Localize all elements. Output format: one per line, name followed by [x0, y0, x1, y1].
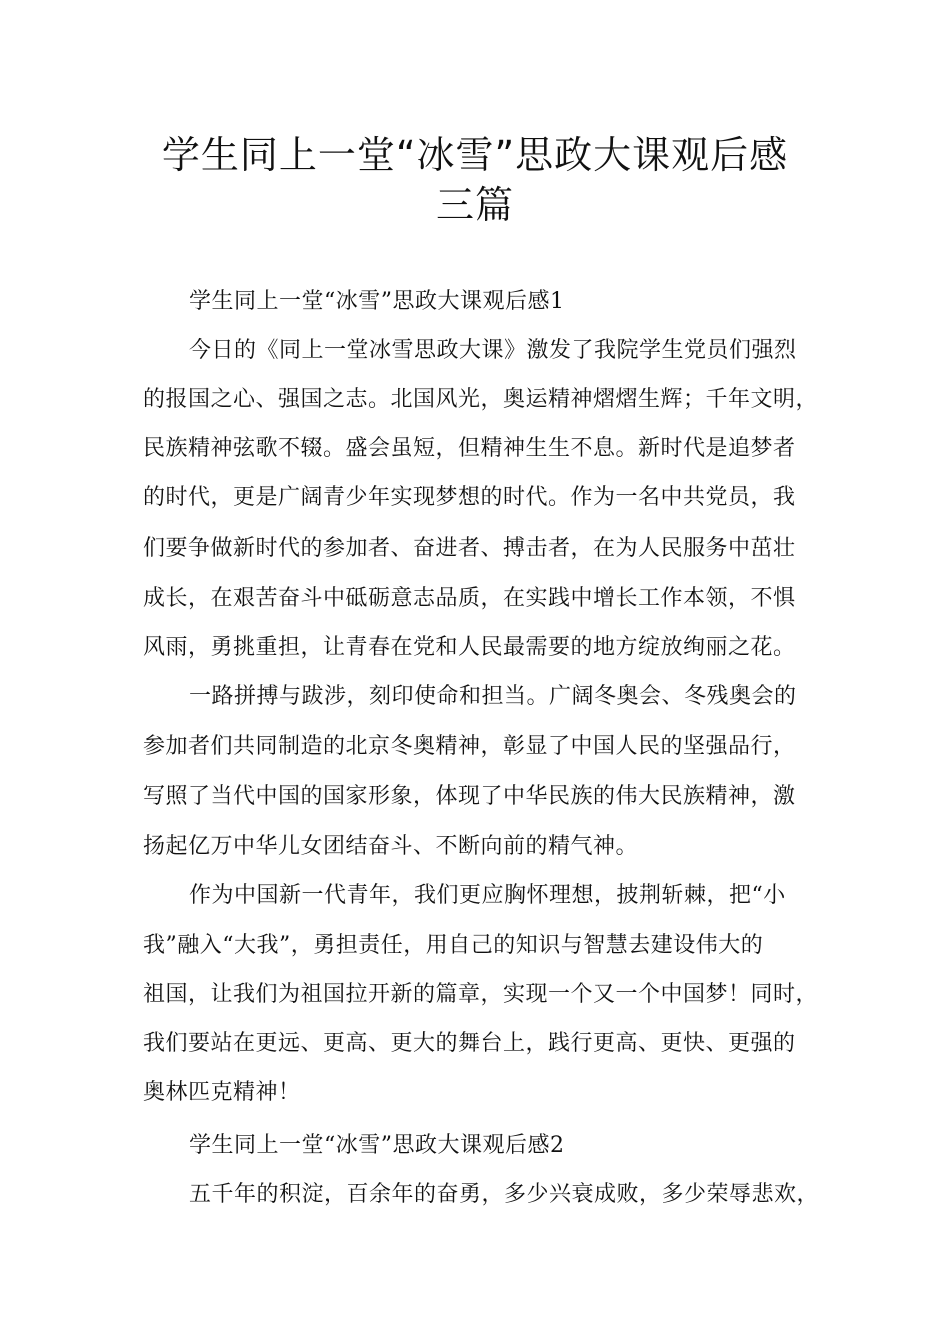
paragraph-line: 风雨，勇挑重担，让青春在党和人民最需要的地方绽放绚丽之花。 [143, 635, 796, 660]
paragraph-line: 成长，在艰苦奋斗中砥砺意志品质，在实践中增长工作本领，不惧 [143, 586, 796, 611]
document-title-line-2: 三篇 [435, 183, 514, 227]
paragraph-line: 作为中国新一代青年，我们更应胸怀理想，披荆斩棘，把“小 [189, 883, 786, 908]
section-heading-1: 学生同上一堂“冰雪”思政大课观后感1 [189, 289, 565, 314]
paragraph-line: 我们要站在更远、更高、更大的舞台上，践行更高、更快、更强的 [143, 1031, 796, 1056]
paragraph-line: 一路拼搏与跋涉，刻印使命和担当。广阔冬奥会、冬残奥会的 [189, 684, 797, 709]
paragraph-line: 的报国之心、强国之志。北国风光，奥运精神熠熠生辉；千年文明， [143, 387, 819, 412]
paragraph-line: 奥林匹克精神！ [143, 1080, 301, 1105]
paragraph-line: 扬起亿万中华儿女团结奋斗、不断向前的精气神。 [143, 834, 639, 859]
paragraph-line: 们要争做新时代的参加者、奋进者、搏击者，在为人民服务中茁壮 [143, 536, 796, 561]
paragraph-line: 的时代，更是广阔青少年实现梦想的时代。作为一名中共党员，我 [143, 485, 796, 510]
paragraph-line: 写照了当代中国的国家形象，体现了中华民族的伟大民族精神，激 [143, 784, 796, 809]
paragraph-line: 今日的《同上一堂冰雪思政大课》激发了我院学生党员们强烈 [189, 338, 797, 363]
paragraph-line: 五千年的积淀，百余年的奋勇，多少兴衰成败，多少荣辱悲欢， [189, 1182, 820, 1207]
paragraph-line: 我”融入“大我”，勇担责任，用自己的知识与智慧去建设伟大的 [143, 933, 764, 958]
paragraph-line: 民族精神弦歌不辍。盛会虽短，但精神生生不息。新时代是追梦者 [143, 436, 796, 461]
document-title-line-1: 学生同上一堂“冰雪”思政大课观后感 [161, 133, 789, 177]
paragraph-line: 祖国，让我们为祖国拉开新的篇章，实现一个又一个中国梦！同时， [143, 982, 819, 1007]
section-heading-2: 学生同上一堂“冰雪”思政大课观后感2 [189, 1133, 565, 1158]
paragraph-line: 参加者们共同制造的北京冬奥精神，彰显了中国人民的坚强品行， [143, 734, 796, 759]
